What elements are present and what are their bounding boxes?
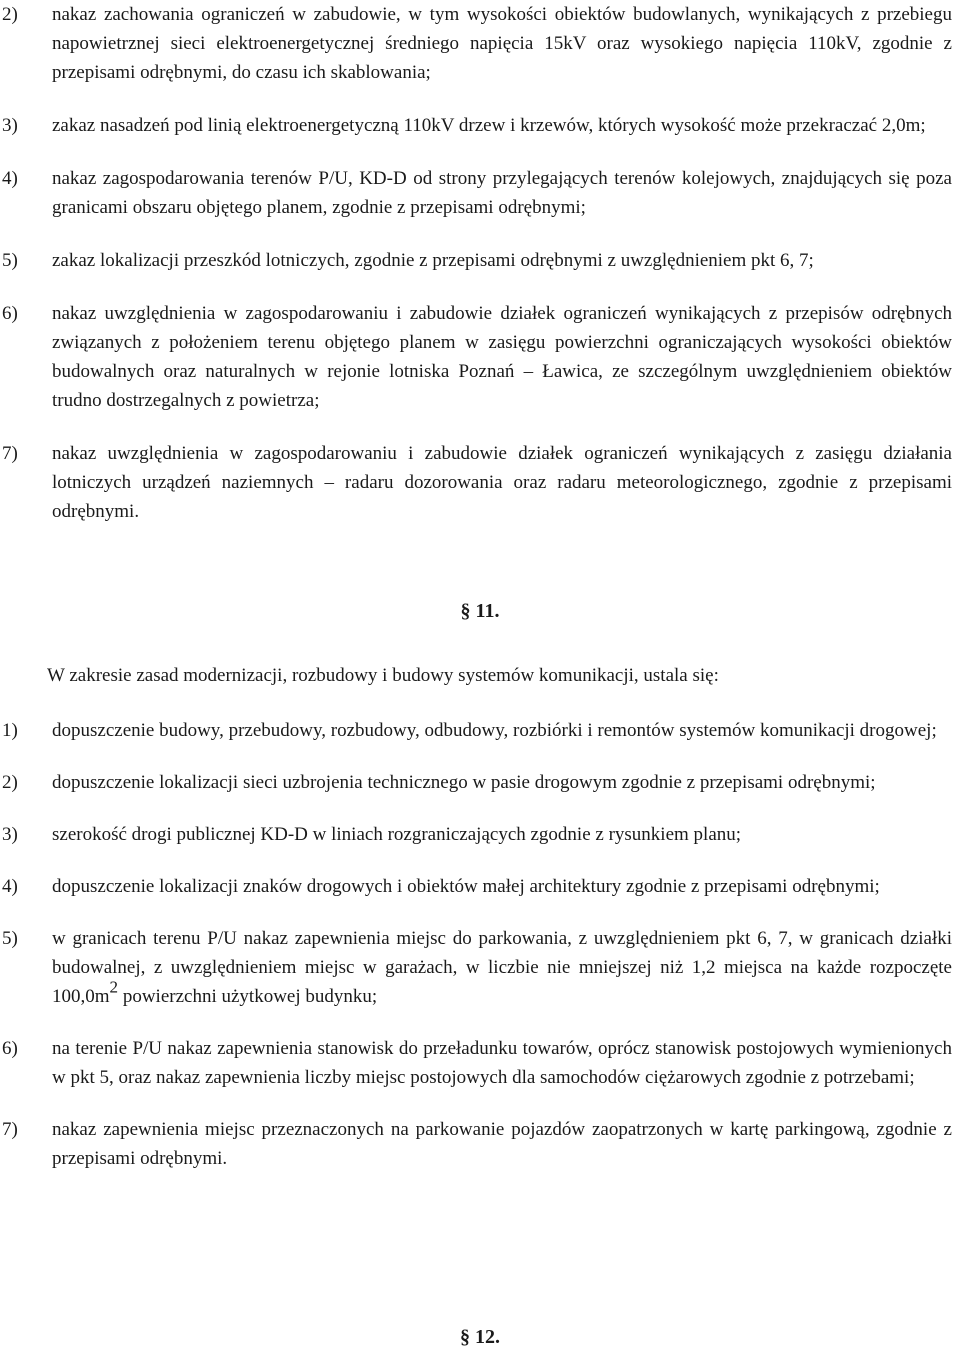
- list-item: [0, 716, 960, 745]
- item-number: 3): [2, 824, 18, 845]
- item-text: dopuszczenie lokalizacji sieci uzbrojenia technicznego w pasie drogowym zgodnie z przepisami odrębnymi;: [52, 772, 876, 793]
- item-text: nakaz zagospodarowania terenów P/U, KD-D od strony przylegających terenów kolejowych, znajdujących się poza granicami obszaru objętego planem, zgodnie z przepisami odrębnymi;: [52, 168, 952, 218]
- item-number: 5): [2, 928, 18, 949]
- item-text-part: powierzchni użytkowej budynku;: [118, 986, 378, 1007]
- item-text: na terenie P/U nakaz zapewnienia stanowisk do przeładunku towarów, oprócz stanowisk postojowych wymienionych w pkt 5, oraz nakaz zapewnienia liczby miejsc postojowych dla samochodów ciężarowych zgodnie z potrzebami;: [52, 1038, 952, 1088]
- list-item: [0, 0, 960, 87]
- item-text: zakaz nasadzeń pod linią elektroenergetyczną 110kV drzew i krzewów, których wysokość może przekraczać 2,0m;: [52, 115, 926, 136]
- transport-list: [0, 716, 960, 1196]
- item-number: 4): [2, 168, 18, 189]
- list-item: [0, 1034, 960, 1092]
- item-text: nakaz uwzględnienia w zagospodarowaniu i zabudowie działek ograniczeń wynikających z przepisów odrębnych związanych z położeniem terenu objętego planem w zasięgu powierzchni ograniczających wysokości obiektów budowalnych oraz naturalnych w rejonie lotniska Poznań – Ławica, ze szczególnym uwzględnieniem obiektów trudno dostrzegalnych z powietrza;: [52, 303, 952, 411]
- item-text: dopuszczenie lokalizacji znaków drogowych i obiektów małej architektury zgodnie z przepisami odrębnymi;: [52, 876, 880, 897]
- item-text-part: w granicach terenu P/U nakaz zapewnienia miejsc do parkowania, z uwzględnieniem pkt 6, 7, w granicach działki budowalnej, z uwzględnieniem miejsc w garażach, w liczbie nie mniejszej niż 1,2 miejsca na każde rozpoczęte 100,0m: [52, 928, 952, 1007]
- item-number: 4): [2, 876, 18, 897]
- item-number: 6): [2, 303, 18, 324]
- section-intro: W zakresie zasad modernizacji, rozbudowy i budowy systemów komunikacji, ustala się:: [47, 665, 719, 686]
- section-heading-11: § 11.: [460, 600, 500, 622]
- list-item: [0, 439, 960, 526]
- list-item: [0, 164, 960, 222]
- item-number: 6): [2, 1038, 18, 1059]
- list-item: [0, 872, 960, 901]
- item-text: nakaz uwzględnienia w zagospodarowaniu i zabudowie działek ograniczeń wynikających z zasięgu działania lotniczych urządzeń naziemnych – radaru dozorowania oraz radaru meteorologicznego, zgodnie z przepisami odrębnymi.: [52, 443, 952, 522]
- item-number: 7): [2, 443, 18, 464]
- list-item: [0, 299, 960, 415]
- item-number: 3): [2, 115, 18, 136]
- restrictions-list: [0, 0, 960, 550]
- list-item: [0, 924, 960, 1011]
- item-text: szerokość drogi publicznej KD-D w liniach rozgraniczających zgodnie z rysunkiem planu;: [52, 824, 742, 845]
- item-number: 5): [2, 250, 18, 271]
- list-item: [0, 768, 960, 797]
- list-item: [0, 1115, 960, 1173]
- list-item: [0, 111, 960, 140]
- item-text: nakaz zachowania ograniczeń w zabudowie, w tym wysokości obiektów budowlanych, wynikających z przebiegu napowietrznej sieci elektroenergetycznej średniego napięcia 15kV oraz wysokiego napięcia 110kV, zgodnie z przepisami odrębnymi, do czasu ich skablowania;: [52, 4, 952, 83]
- item-text: [52, 924, 952, 1011]
- item-text: nakaz zapewnienia miejsc przeznaczonych na parkowanie pojazdów zaopatrzonych w kartę parkingową, zgodnie z przepisami odrębnymi.: [52, 1119, 952, 1169]
- item-text: dopuszczenie budowy, przebudowy, rozbudowy, odbudowy, rozbiórki i remontów systemów komunikacji drogowej;: [52, 720, 937, 741]
- section-heading-12: § 12.: [460, 1326, 500, 1348]
- item-number: 1): [2, 720, 18, 741]
- item-number: 2): [2, 4, 18, 25]
- list-item: [0, 246, 960, 275]
- list-item: [0, 820, 960, 849]
- superscript: 2: [109, 977, 119, 997]
- item-number: 7): [2, 1119, 18, 1140]
- item-number: 2): [2, 772, 18, 793]
- item-text: zakaz lokalizacji przeszkód lotniczych, zgodnie z przepisami odrębnymi z uwzględnieniem pkt 6, 7;: [52, 250, 814, 271]
